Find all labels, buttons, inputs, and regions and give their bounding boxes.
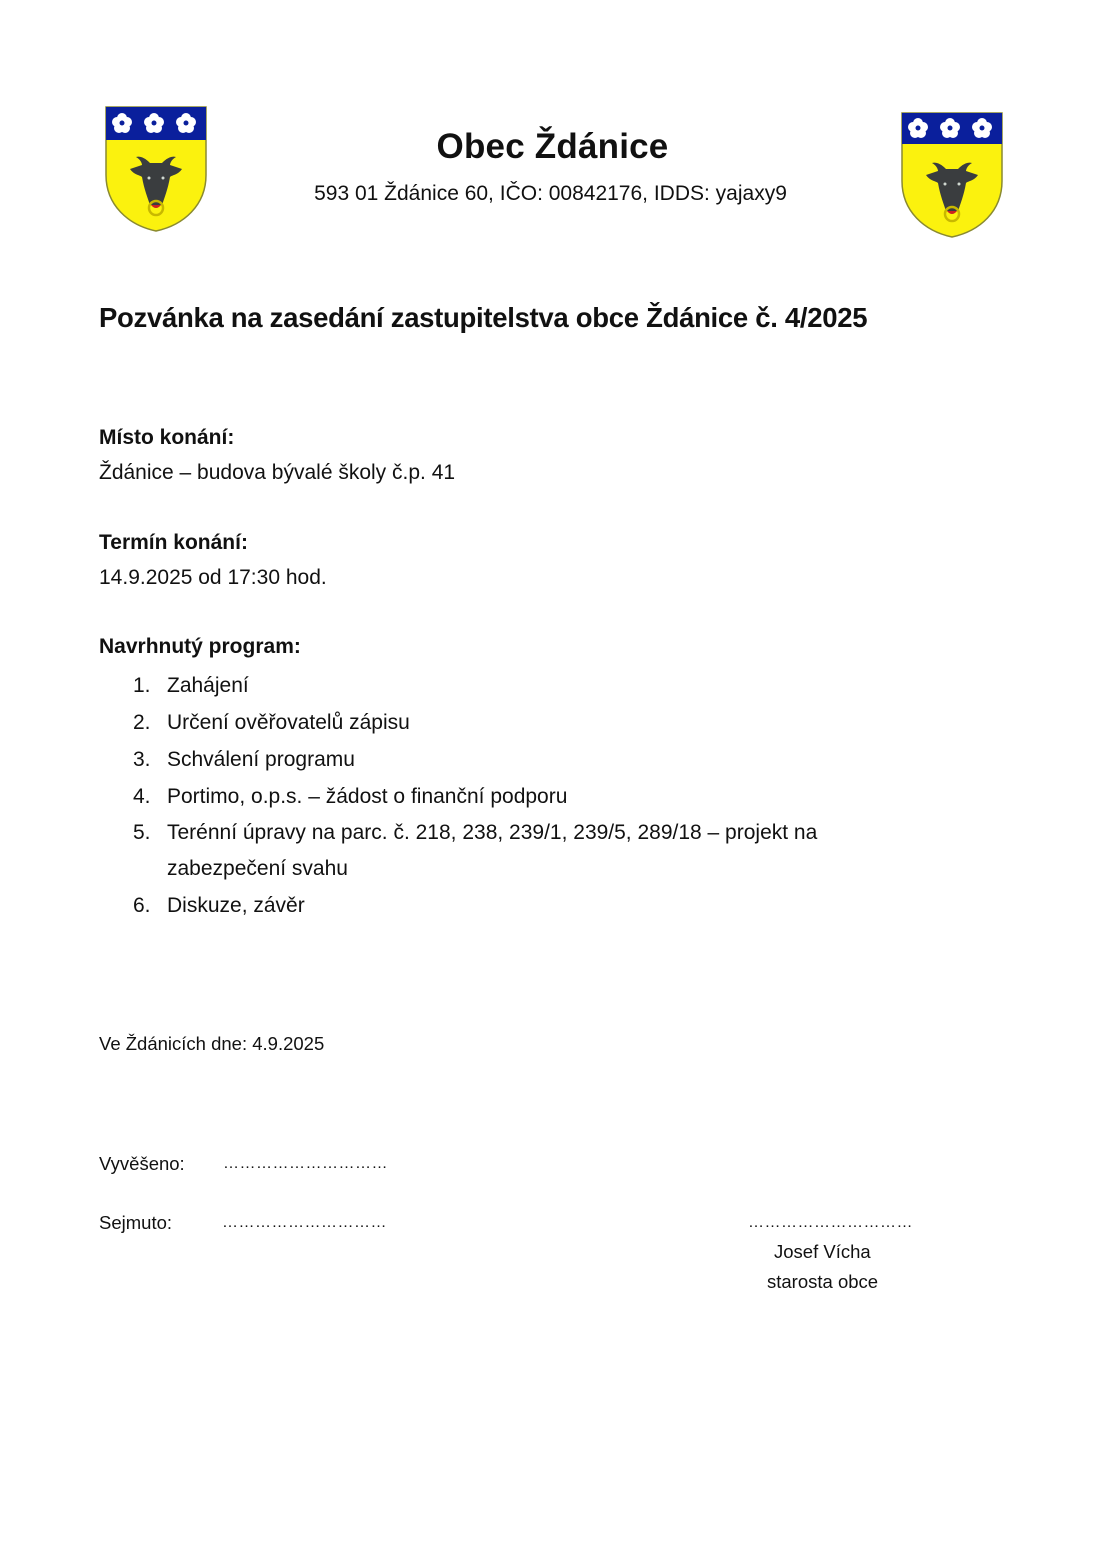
program-item — [99, 778, 927, 815]
program-item — [99, 887, 927, 924]
document-heading: Pozvánka na zasedání zastupitelstva obce Ždánice č. 4/2025 — [99, 302, 868, 333]
program-item-number: 5. — [133, 821, 151, 844]
program-item-text: Portimo, o.p.s. – žádost o finanční podporu — [167, 785, 568, 808]
municipality-title — [0, 127, 1101, 167]
program-item-text: Diskuze, závěr — [167, 894, 305, 917]
program-item — [99, 815, 927, 887]
removed-label: Sejmuto: — [99, 1212, 173, 1233]
date-value: 14.9.2025 od 17:30 hod. — [99, 566, 327, 589]
shield-icon — [104, 105, 208, 233]
signatory-role: starosta obce — [767, 1271, 879, 1292]
program-item-number: 2. — [133, 711, 151, 734]
program-label: Navrhnutý program: — [99, 635, 301, 658]
program-item-text: Zahájení — [167, 674, 249, 697]
posted-label: Vyvěšeno: — [99, 1153, 185, 1174]
program-item-number: 1. — [133, 674, 151, 697]
program-item — [99, 704, 927, 741]
program-item — [99, 667, 927, 704]
program-item-number: 6. — [133, 894, 151, 917]
signatory-name: Josef Vícha — [774, 1241, 871, 1262]
program-item-text: Určení ověřovatelů zápisu — [167, 711, 410, 734]
coat-of-arms-left — [104, 105, 208, 233]
program-item-text: Terénní úpravy na parc. č. 218, 238, 239/1, 239/5, 289/18 – projekt na zabezpečení svahu — [167, 821, 818, 880]
municipality-title-text: Obec Ždánice — [436, 127, 669, 166]
program-item-text: Schválení programu — [167, 748, 355, 771]
signature-line: ………………………… — [748, 1214, 913, 1231]
program-item-number: 4. — [133, 785, 151, 808]
program-item — [99, 741, 927, 778]
program-list — [99, 667, 927, 924]
municipality-address: 593 01 Ždánice 60, IČO: 00842176, IDDS: yajaxy9 — [314, 182, 787, 205]
posted-value: ………………………… — [223, 1155, 388, 1172]
removed-value: ………………………… — [222, 1214, 387, 1231]
issued-date: Ve Ždánicích dne: 4.9.2025 — [99, 1033, 325, 1054]
place-value: Ždánice – budova bývalé školy č.p. 41 — [99, 461, 456, 484]
program-item-number: 3. — [133, 748, 151, 771]
place-label: Místo konání: — [99, 426, 235, 449]
date-label: Termín konání: — [99, 531, 248, 554]
